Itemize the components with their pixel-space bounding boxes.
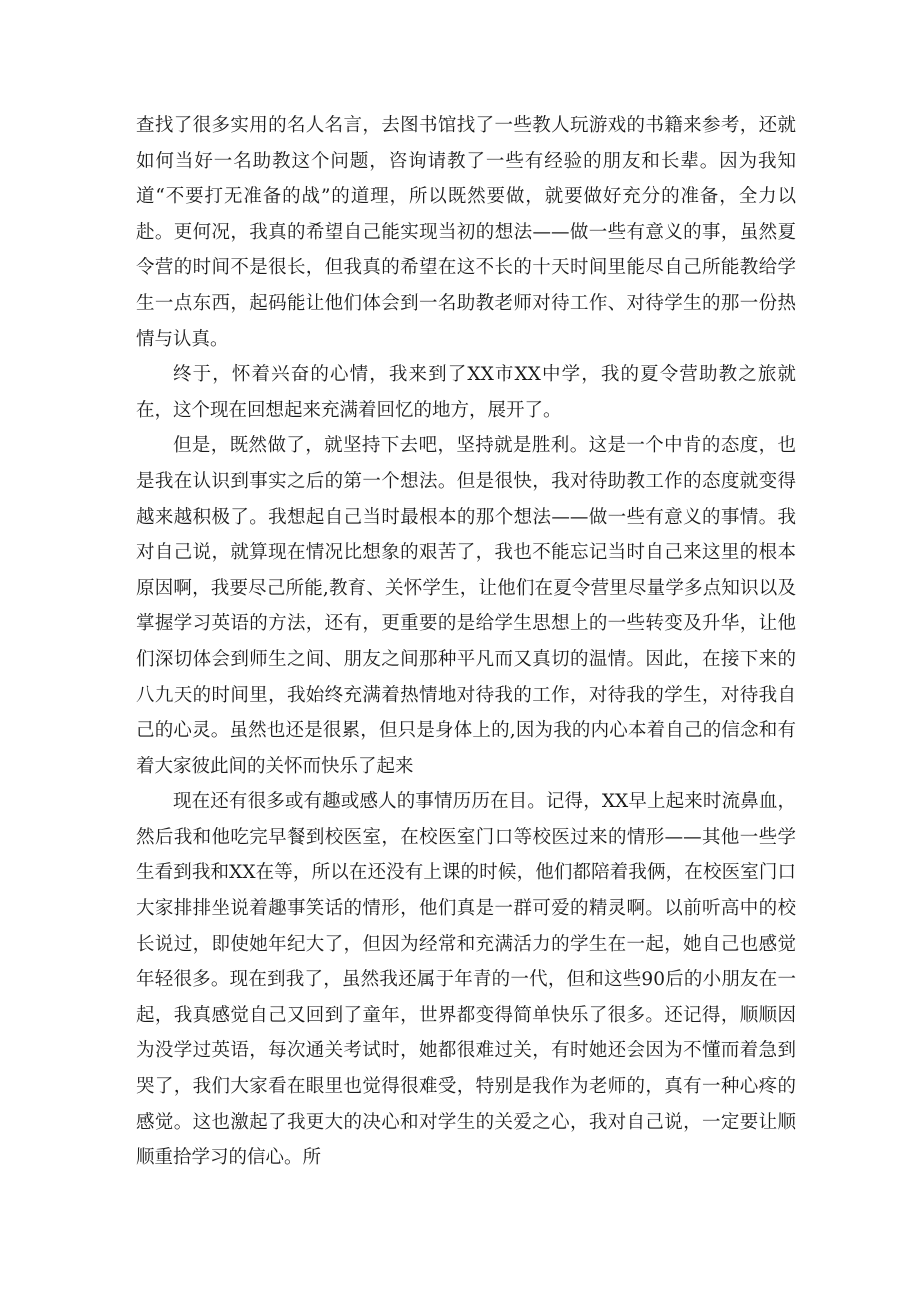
paragraph-2: 终于，怀着兴奋的心情，我来到了XX市XX中学，我的夏令营助教之旅就在，这个现在回想起来充满着回忆的地方，展开了。 xyxy=(136,364,796,421)
paragraph-3: 但是，既然做了，就坚持下去吧，坚持就是胜利。这是一个中肯的态度，也是我在认识到事实之后的第一个想法。但是很快，我对待助教工作的态度就变得越来越积极了。我想起自己当时最根本的那个想法——做一些有意义的事情。我对自己说，就算现在情况比想象的艰苦了，我也不能忘记当时自己来这里的根本原因啊，我要尽己所能,教育、关怀学生，让他们在夏令营里尽量学多点知识以及掌握学习英语的方法，还有，更重要的是给学生思想上的一些转变及升华，让他们深切体会到师生之间、朋友之间那种平凡而又真切的温情。因此，在接下来的八九天的时间里，我始终充满着热情地对待我的工作，对待我的学生，对待我自己的心灵。虽然也还是很累，但只是身体上的,因为我的内心本着自己的信念和有着大家彼此间的关怀而快乐了起来 xyxy=(136,435,796,777)
paragraph-1: 查找了很多实用的名人名言，去图书馆找了一些教人玩游戏的书籍来参考，还就如何当好一名助教这个问题，咨询请教了一些有经验的朋友和长辈。因为我知道“不要打无准备的战”的道理，所以既然要做，就要做好充分的准备，全力以赴。更何况，我真的希望自己能实现当初的想法——做一些有意义的事，虽然夏令营的时间不是很长，但我真的希望在这不长的十天时间里能尽自己所能教给学生一点东西，起码能让他们体会到一名助教老师对待工作、对待学生的那一份热情与认真。 xyxy=(136,115,796,350)
paragraph-4: 现在还有很多或有趣或感人的事情历历在目。记得，XX早上起来时流鼻血，然后我和他吃完早餐到校医室，在校医室门口等校医过来的情形——其他一些学生看到我和XX在等，所以在还没有上课的时候，他们都陪着我俩，在校医室门口大家排排坐说着趣事笑话的情形，他们真是一群可爱的精灵啊。以前听高中的校长说过，即使她年纪大了，但因为经常和充满活力的学生在一起，她自己也感觉年轻很多。现在到我了，虽然我还属于年青的一代，但和这些90后的小朋友在一起，我真感觉自己又回到了童年，世界都变得简单快乐了很多。还记得，顺顺因为没学过英语，每次通关考试时，她都很难过关，有时她还会因为不懂而着急到哭了，我们大家看在眼里也觉得很难受，特别是我作为老师的，真有一种心疼的感觉。这也激起了我更大的决心和对学生的关爱之心，我对自己说，一定要让顺顺重拾学习的信心。所 xyxy=(136,791,796,1169)
document-page xyxy=(136,108,796,1176)
